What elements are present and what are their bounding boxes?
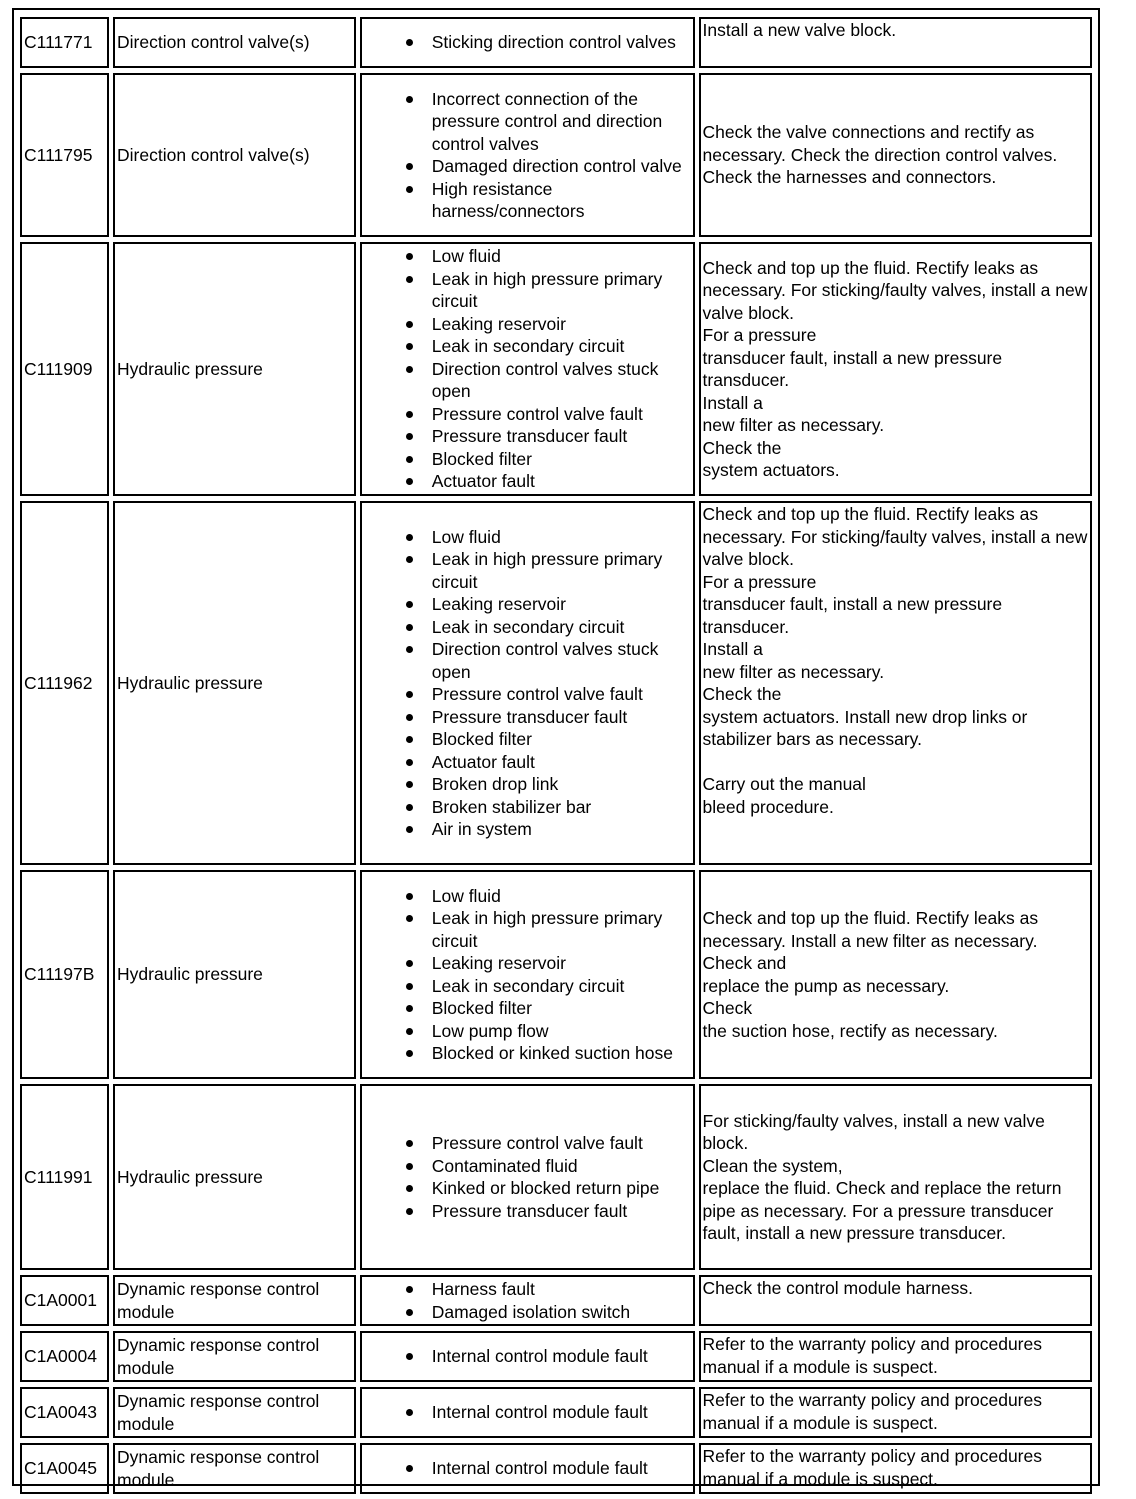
cause-item: Low pump flow (362, 1020, 691, 1043)
cause-item: High resistance harness/connectors (362, 178, 691, 223)
cause-item: Low fluid (362, 245, 691, 268)
possible-causes (360, 1387, 695, 1438)
action-text: Install a new valve block. (699, 17, 1092, 68)
cause-item: Pressure transducer fault (362, 706, 691, 729)
dtc-table (16, 12, 1096, 1499)
possible-causes (360, 1331, 695, 1382)
component-name: Direction control valve(s) (113, 17, 356, 68)
action-text: For sticking/faulty valves, install a new valve block. Clean the system, replace the fluid. Check and replace the return pipe as necessary. For a pressure transducer fault, install a new pressure transducer. (699, 1084, 1092, 1270)
cause-item: Actuator fault (362, 470, 691, 493)
cause-item: Direction control valves stuck open (362, 638, 691, 683)
table-row (20, 1443, 1092, 1494)
cause-item: Blocked filter (362, 728, 691, 751)
dtc-code: C1A0001 (20, 1275, 109, 1326)
cause-item: Leak in high pressure primary circuit (362, 548, 691, 593)
dtc-code: C111771 (20, 17, 109, 68)
dtc-code: C1A0045 (20, 1443, 109, 1494)
cause-item: Pressure control valve fault (362, 683, 691, 706)
cause-item: Pressure transducer fault (362, 425, 691, 448)
possible-causes (360, 1275, 695, 1326)
action-text: Check and top up the fluid. Rectify leaks as necessary. For sticking/faulty valves, install a new valve block. For a pressure transducer fault, install a new pressure transducer. Install a new filter as necessary. Check the system actuators. Install new drop links or stabilizer bars as necessary. Carry out the manual bleed procedure. (699, 501, 1092, 865)
component-name: Direction control valve(s) (113, 73, 356, 237)
possible-causes (360, 870, 695, 1079)
component-name: Hydraulic pressure (113, 870, 356, 1079)
action-text: Check and top up the fluid. Rectify leaks as necessary. For sticking/faulty valves, install a new valve block. For a pressure transducer fault, install a new pressure transducer. Install a new filter as necessary. Check the system actuators. (699, 242, 1092, 496)
cause-item: Low fluid (362, 885, 691, 908)
cause-item: Pressure control valve fault (362, 1132, 691, 1155)
dtc-code: C1A0004 (20, 1331, 109, 1382)
cause-item: Blocked filter (362, 448, 691, 471)
cause-item: Air in system (362, 818, 691, 841)
dtc-code: C11197B (20, 870, 109, 1079)
cause-item: Damaged isolation switch (362, 1301, 691, 1324)
cause-item: Kinked or blocked return pipe (362, 1177, 691, 1200)
cause-item: Damaged direction control valve (362, 155, 691, 178)
action-text: Check and top up the fluid. Rectify leaks as necessary. Install a new filter as necessary. Check and replace the pump as necessary. Check the suction hose, rectify as necessary. (699, 870, 1092, 1079)
cause-item: Harness fault (362, 1278, 691, 1301)
cause-item: Actuator fault (362, 751, 691, 774)
possible-causes (360, 501, 695, 865)
dtc-code: C1A0043 (20, 1387, 109, 1438)
table-row (20, 1275, 1092, 1326)
cause-item: Leaking reservoir (362, 593, 691, 616)
cause-item: Leak in high pressure primary circuit (362, 268, 691, 313)
cause-item: Leak in secondary circuit (362, 975, 691, 998)
component-name: Dynamic response control module (113, 1443, 356, 1494)
cause-item: Leaking reservoir (362, 313, 691, 336)
table-row (20, 1387, 1092, 1438)
cause-item: Broken drop link (362, 773, 691, 796)
possible-causes (360, 73, 695, 237)
cause-item: Blocked or kinked suction hose (362, 1042, 691, 1065)
cause-item: Internal control module fault (362, 1401, 691, 1424)
cause-item: Incorrect connection of the pressure control and direction control valves (362, 88, 691, 156)
possible-causes (360, 242, 695, 496)
cause-item: Direction control valves stuck open (362, 358, 691, 403)
cause-item: Pressure control valve fault (362, 403, 691, 426)
dtc-code: C111795 (20, 73, 109, 237)
cause-item: Leak in secondary circuit (362, 335, 691, 358)
cause-item: Contaminated fluid (362, 1155, 691, 1178)
table-row (20, 73, 1092, 237)
action-text: Refer to the warranty policy and procedures manual if a module is suspect. (699, 1387, 1092, 1438)
table-row (20, 870, 1092, 1079)
possible-causes (360, 1443, 695, 1494)
cause-item: Leak in high pressure primary circuit (362, 907, 691, 952)
table-row (20, 1331, 1092, 1382)
component-name: Hydraulic pressure (113, 242, 356, 496)
cause-item: Leaking reservoir (362, 952, 691, 975)
cause-item: Broken stabilizer bar (362, 796, 691, 819)
dtc-code: C111909 (20, 242, 109, 496)
action-text: Refer to the warranty policy and procedures manual if a module is suspect. (699, 1331, 1092, 1382)
possible-causes (360, 1084, 695, 1270)
component-name: Dynamic response control module (113, 1387, 356, 1438)
table-row (20, 242, 1092, 496)
cause-item: Low fluid (362, 526, 691, 549)
table-row (20, 17, 1092, 68)
cause-item: Internal control module fault (362, 1457, 691, 1480)
component-name: Hydraulic pressure (113, 1084, 356, 1270)
cause-item: Pressure transducer fault (362, 1200, 691, 1223)
component-name: Hydraulic pressure (113, 501, 356, 865)
component-name: Dynamic response control module (113, 1275, 356, 1326)
component-name: Dynamic response control module (113, 1331, 356, 1382)
action-text: Refer to the warranty policy and procedures manual if a module is suspect. (699, 1443, 1092, 1494)
cause-item: Blocked filter (362, 997, 691, 1020)
table-row (20, 1084, 1092, 1270)
action-text: Check the valve connections and rectify as necessary. Check the direction control valves. Check the harnesses and connectors. (699, 73, 1092, 237)
cause-item: Leak in secondary circuit (362, 616, 691, 639)
dtc-code: C111962 (20, 501, 109, 865)
document-frame (12, 8, 1100, 1490)
action-text: Check the control module harness. (699, 1275, 1092, 1326)
possible-causes (360, 17, 695, 68)
table-row (20, 501, 1092, 865)
dtc-code: C111991 (20, 1084, 109, 1270)
cause-item: Internal control module fault (362, 1345, 691, 1368)
cause-item: Sticking direction control valves (362, 31, 691, 54)
